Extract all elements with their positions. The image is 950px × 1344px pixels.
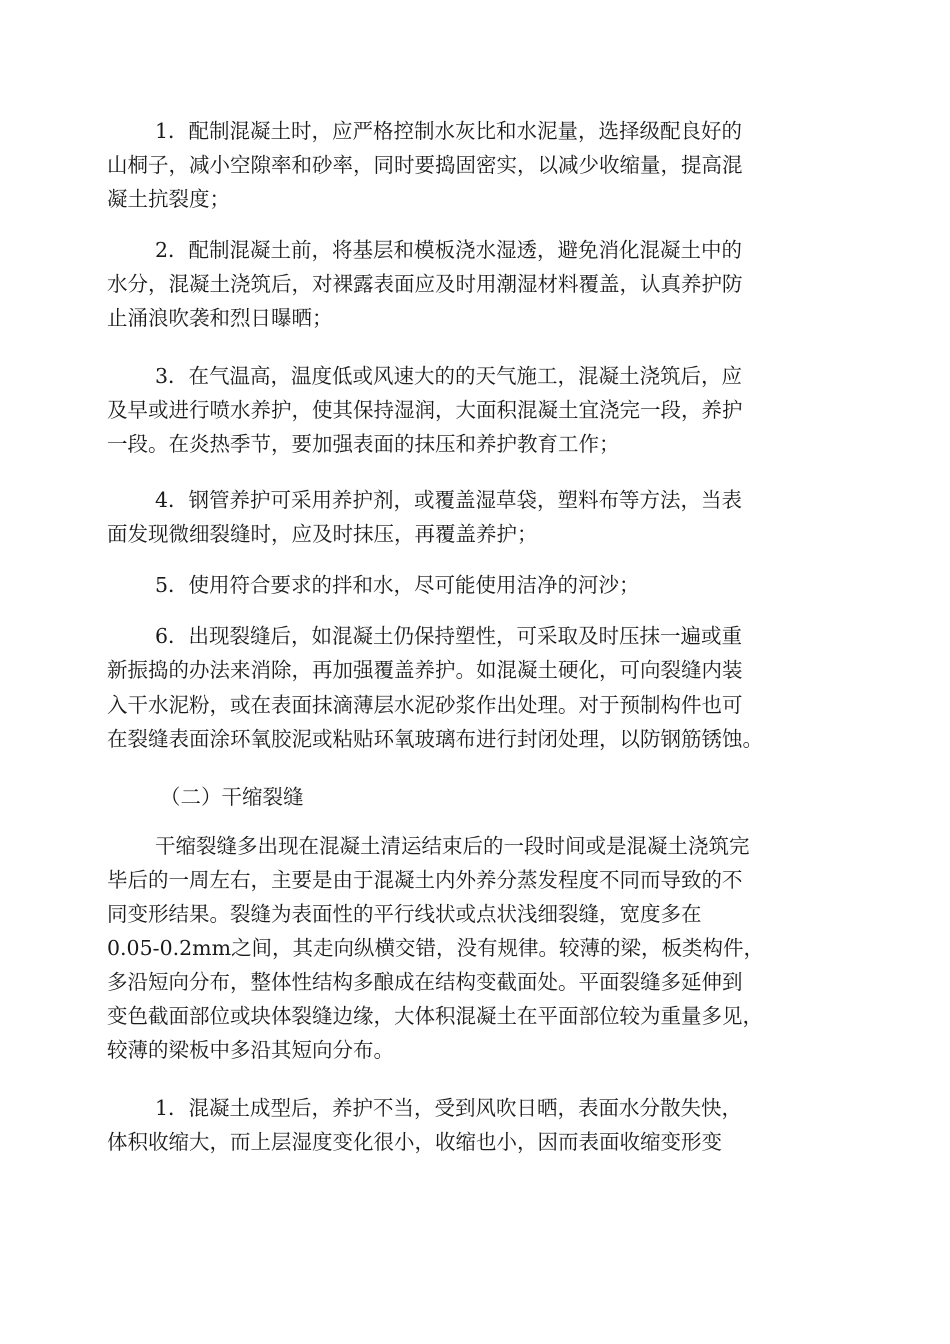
item-2-line-3: 止涌浪吹袭和烈日曝晒； [107, 306, 333, 330]
item-1-line-3: 凝土抗裂度； [107, 187, 230, 211]
last-item-line-1: 1．混凝土成型后，养护不当，受到风吹日晒，表面水分散失快， [155, 1096, 743, 1120]
body-line-2: 毕后的一周左右，主要是由于混凝土内外养分蒸发程度不同而导致的不 [107, 868, 743, 892]
item-1-line-1: 1．配制混凝土时，应严格控制水灰比和水泥量，选择级配良好的 [155, 119, 743, 143]
item-6-line-2: 新振捣的办法来消除，再加强覆盖养护。如混凝土硬化，可向裂缝内装 [107, 658, 743, 682]
item-3-line-3: 一段。在炎热季节，要加强表面的抹压和养护教育工作； [107, 432, 620, 456]
item-6-line-1: 6．出现裂缝后，如混凝土仍保持塑性，可采取及时压抹一遍或重 [155, 624, 743, 648]
item-6-line-3: 入干水泥粉，或在表面抹滴薄层水泥砂浆作出处理。对于预制构件也可 [107, 693, 743, 717]
item-3-line-1: 3．在气温高，温度低或风速大的的天气施工，混凝土浇筑后，应 [155, 364, 743, 388]
body-line-1: 干缩裂缝多出现在混凝土清运结束后的一段时间或是混凝土浇筑完 [155, 834, 750, 858]
item-3-line-2: 及早或进行喷水养护，使其保持湿润，大面积混凝土宜浇完一段，养护 [107, 398, 743, 422]
last-item-line-2: 体积收缩大，而上层湿度变化很小，收缩也小，因而表面收缩变形变 [107, 1130, 722, 1154]
section-heading: （二）干缩裂缝 [160, 785, 304, 809]
body-line-7: 较薄的梁板中多沿其短向分布。 [107, 1038, 394, 1062]
body-line-3: 同变形结果。裂缝为表面性的平行线状或点状浅细裂缝，宽度多在 [107, 902, 702, 926]
body-line-5: 多沿短向分布，整体性结构多酿成在结构变截面处。平面裂缝多延伸到 [107, 970, 743, 994]
item-4-line-1: 4．钢管养护可采用养护剂，或覆盖湿草袋，塑料布等方法，当表 [155, 488, 743, 512]
item-1-line-2: 山桐子，减小空隙率和砂率，同时要捣固密实，以减少收缩量，提高混 [107, 153, 743, 177]
item-6-line-4: 在裂缝表面涂环氧胶泥或粘贴环氧玻璃布进行封闭处理，以防钢筋锈蚀。 [107, 727, 763, 751]
item-4-line-2: 面发现微细裂缝时，应及时抹压，再覆盖养护； [107, 522, 538, 546]
item-2-line-1: 2．配制混凝土前，将基层和模板浇水湿透，避免消化混凝土中的 [155, 238, 743, 262]
body-line-4: 0.05-0.2mm之间，其走向纵横交错，没有规律。较薄的梁，板类构件， [107, 936, 765, 960]
item-5-line-1: 5．使用符合要求的拌和水，尽可能使用洁净的河沙； [155, 573, 640, 597]
item-2-line-2: 水分，混凝土浇筑后，对裸露表面应及时用潮湿材料覆盖，认真养护防 [107, 272, 743, 296]
body-line-6: 变色截面部位或块体裂缝边缘，大体积混凝土在平面部位较为重量多见， [107, 1004, 763, 1028]
